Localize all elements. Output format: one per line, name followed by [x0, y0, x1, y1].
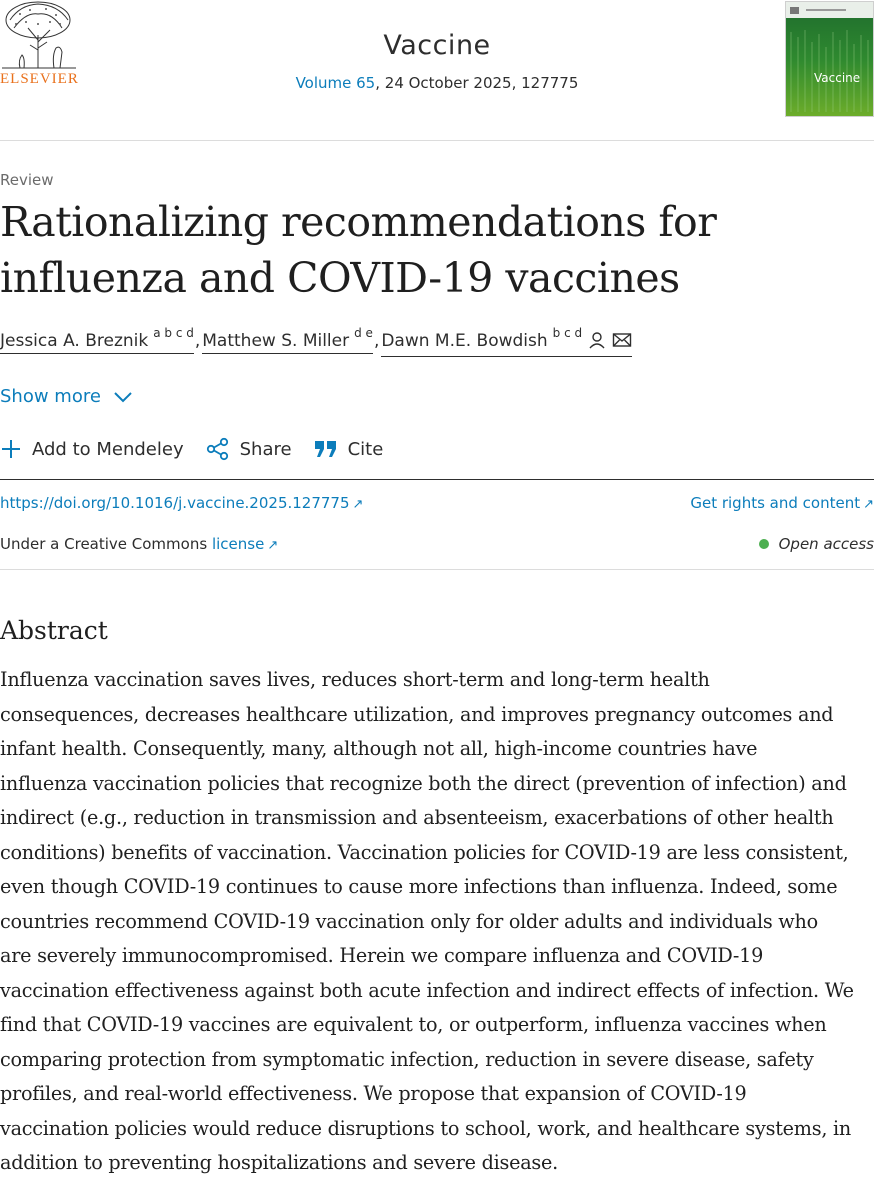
abstract-line: consequences, decreases healthcare utilization, and improves pregnancy outcomes and — [0, 702, 834, 726]
doi-link[interactable] — [0, 494, 363, 512]
abstract-line: infant health. Consequently, many, although not all, high-income countries have — [0, 737, 758, 760]
license-line — [0, 535, 278, 553]
author-link[interactable] — [381, 326, 632, 357]
journal-cover[interactable] — [785, 1, 874, 117]
plus-icon — [0, 438, 22, 460]
rights-text: Get rights and content — [690, 494, 861, 512]
abstract-line: find that COVID-19 vaccines are equivalent to, or outperform, influenza vaccines when — [0, 1013, 827, 1036]
doi-text: https://doi.org/10.1016/j.vaccine.2025.127775 — [0, 494, 350, 512]
publisher-name: ELSEVIER — [0, 71, 79, 87]
author-link[interactable] — [202, 326, 373, 354]
external-link-icon: ↗ — [267, 538, 279, 553]
author-list — [0, 326, 632, 357]
article-type: Review — [0, 171, 54, 189]
abstract-line: profiles, and real-world effectiveness. We propose that expansion of COVID-19 — [0, 1082, 747, 1105]
abstract-line: vaccination effectiveness against both acute infection and indirect effects of infection. We — [0, 978, 854, 1002]
cite-label: Cite — [347, 438, 384, 460]
mendeley-label: Add to Mendeley — [32, 438, 184, 460]
author-name: Dawn M.E. Bowdish — [381, 331, 548, 351]
open-access-label: Open access — [778, 535, 874, 553]
license-link[interactable] — [212, 535, 278, 553]
open-access-dot — [759, 539, 769, 549]
journal-title[interactable]: Vaccine — [383, 30, 491, 61]
journal-cover-image — [786, 2, 874, 117]
issue-date-id: , 24 October 2025, 127775 — [375, 74, 579, 92]
share-label: Share — [239, 438, 292, 460]
article-title — [0, 194, 874, 306]
add-to-mendeley-button[interactable] — [0, 438, 184, 460]
external-link-icon: ↗ — [863, 497, 874, 512]
abstract-heading: Abstract — [0, 616, 108, 645]
author-affiliations: a b c d — [153, 326, 194, 340]
license-link-text: license — [211, 535, 265, 553]
abstract-line: countries recommend COVID-19 vaccination only for older adults and individuals who — [0, 909, 818, 933]
author-affiliations: b c d — [552, 326, 583, 340]
author-name: Jessica A. Breznik — [0, 331, 149, 351]
abstract-line: conditions) benefits of vaccination. Vaccination policies for COVID-19 are less consistent, — [0, 840, 849, 864]
rights-link[interactable] — [690, 494, 874, 512]
show-more-label: Show more — [0, 386, 101, 407]
share-button[interactable] — [206, 437, 292, 461]
abstract-line: addition to preventing hospitalizations and severe disease. — [0, 1151, 558, 1174]
quote-icon — [314, 439, 338, 459]
abstract-line: are severely immunocompromised. Herein we compare influenza and COVID-19 — [0, 944, 764, 967]
abstract-line: vaccination policies would reduce disruptions to school, work, and healthcare systems, in — [0, 1116, 852, 1140]
author-name: Matthew S. Miller — [202, 331, 350, 351]
abstract-line: Influenza vaccination saves lives, reduces short-term and long-term health — [0, 668, 710, 691]
cover-word: Vaccine — [814, 71, 861, 85]
share-icon — [206, 437, 230, 461]
author-affiliations: d e — [354, 326, 373, 340]
volume-link[interactable]: Volume 65 — [295, 74, 376, 92]
license-prefix: Under a Creative Commons — [0, 535, 212, 553]
article-toolbar — [0, 437, 405, 461]
envelope-icon — [612, 331, 632, 354]
title-line-2: influenza and COVID-19 vaccines — [0, 254, 680, 302]
show-more-button[interactable] — [0, 386, 133, 407]
journal-meta — [0, 74, 874, 92]
external-link-icon: ↗ — [352, 497, 364, 512]
abstract-body — [0, 663, 874, 1181]
open-access-badge — [759, 535, 874, 553]
author-separator: , — [373, 331, 380, 351]
author-separator: , — [194, 331, 201, 351]
header-divider — [0, 140, 874, 141]
chevron-down-icon — [113, 391, 133, 403]
cite-button[interactable] — [314, 439, 384, 460]
abstract-line: comparing protection from symptomatic infection, reduction in severe disease, safety — [0, 1047, 814, 1071]
section-divider — [0, 569, 874, 570]
abstract-line: even though COVID-19 continues to cause more infections than influenza. Indeed, some — [0, 875, 838, 898]
author-link[interactable] — [0, 326, 194, 354]
toolbar-divider — [0, 479, 874, 480]
person-icon — [588, 331, 606, 354]
abstract-line: indirect (e.g., reduction in transmission and absenteeism, exacerbations of other health — [0, 806, 834, 829]
title-line-1: Rationalizing recommendations for — [0, 198, 717, 246]
abstract-line: influenza vaccination policies that recognize both the direct (prevention of infection) and — [0, 771, 847, 795]
